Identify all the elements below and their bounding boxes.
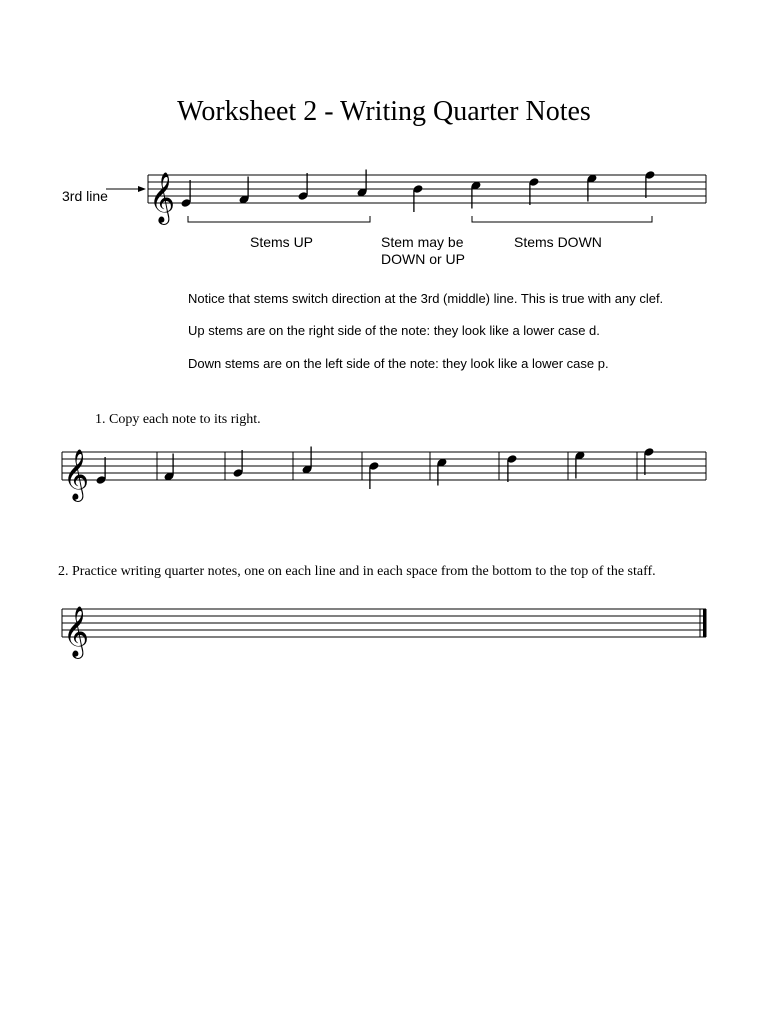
third-line-pointer-label: 3rd line bbox=[62, 188, 108, 204]
exercise-2-instruction: 2. Practice writing quarter notes, one on each line and in each space from the bottom to the top of the staff. bbox=[58, 564, 656, 579]
example-staff bbox=[0, 165, 768, 245]
stems-up-label: Stems UP bbox=[250, 234, 314, 250]
treble-clef-icon: 𝄞 bbox=[149, 172, 176, 223]
final-bar-thick bbox=[703, 609, 707, 637]
explanation-1: Notice that stems switch direction at the 3rd (middle) line. This is true with any clef. bbox=[188, 291, 664, 306]
stems-up-bracket bbox=[188, 216, 370, 222]
treble-clef-icon: 𝄞 bbox=[63, 606, 90, 657]
stem-may-be-label-line1: Stem may be bbox=[381, 234, 464, 250]
stems-down-label: Stems DOWN bbox=[514, 234, 602, 250]
pointer-arrow-icon bbox=[138, 186, 146, 192]
explanation-3: Down stems are on the left side of the note: they look like a lower case p. bbox=[188, 356, 609, 371]
stems-down-bracket bbox=[472, 216, 652, 222]
page-title: Worksheet 2 - Writing Quarter Notes bbox=[177, 96, 591, 127]
exercise-1-instruction: 1. Copy each note to its right. bbox=[95, 412, 261, 427]
exercise-1-staff bbox=[0, 430, 768, 500]
stem-may-be-label-line2: DOWN or UP bbox=[381, 251, 465, 267]
treble-clef-icon: 𝄞 bbox=[63, 449, 90, 500]
exercise-2-staff bbox=[0, 590, 768, 660]
explanation-2: Up stems are on the right side of the note: they look like a lower case d. bbox=[188, 323, 600, 338]
